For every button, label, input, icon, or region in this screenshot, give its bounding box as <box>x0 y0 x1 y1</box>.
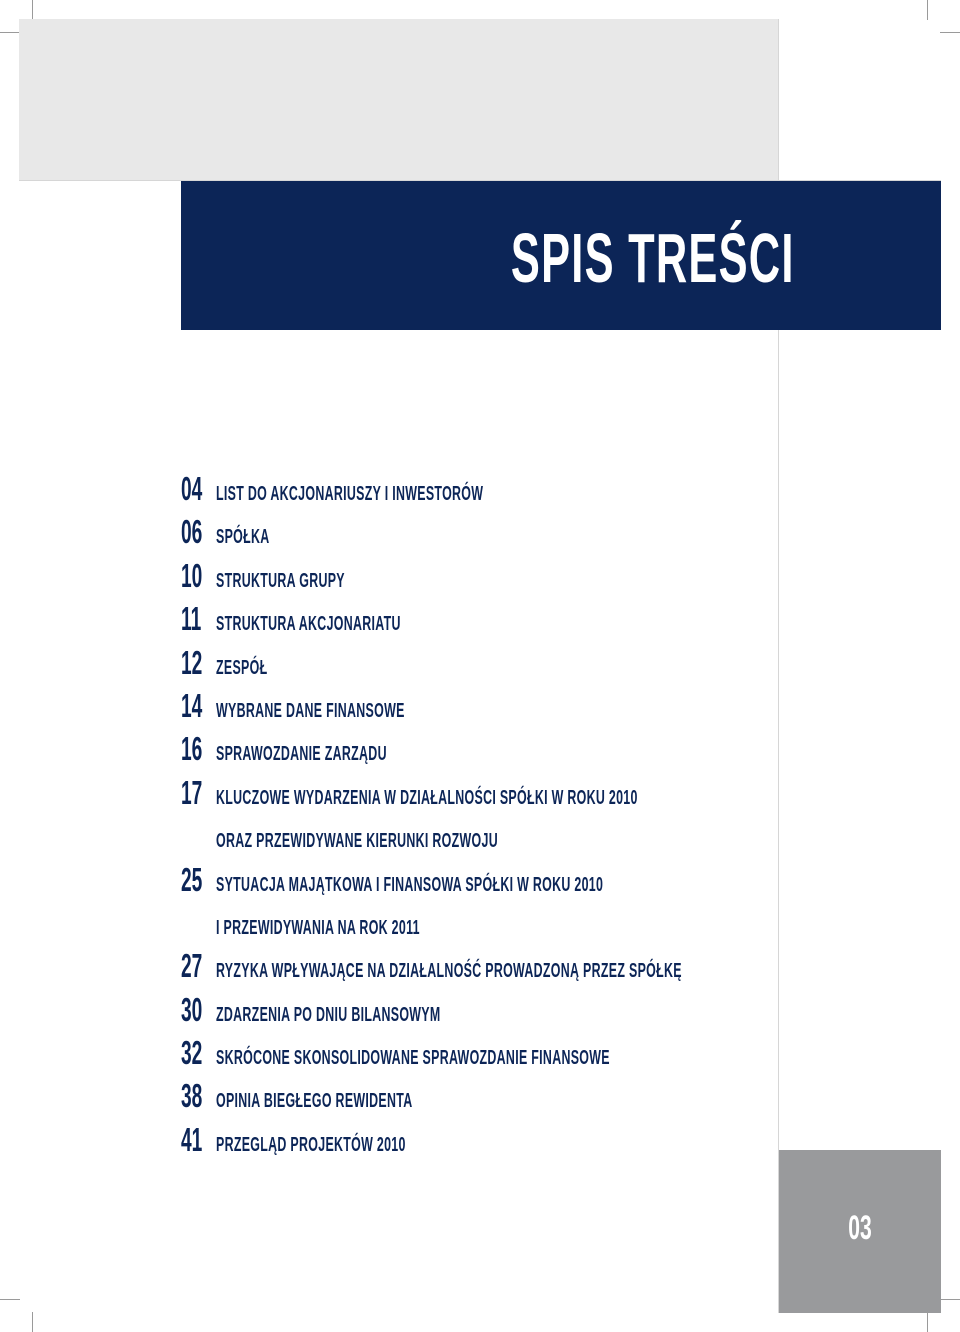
toc-label: LIST DO AKCJONARIUSZY I INWESTORÓW <box>216 483 484 505</box>
toc-entry[interactable] <box>181 643 761 686</box>
table-of-contents <box>181 469 761 1163</box>
toc-label: SYTUACJA MAJĄTKOWA I FINANSOWA SPÓŁKI W ROKU 2010 <box>216 873 604 896</box>
crop-mark <box>927 1312 928 1332</box>
toc-label: ORAZ PRZEWIDYWANE KIERUNKI ROZWOJU <box>216 830 498 853</box>
toc-page-number: 30 <box>181 990 203 1028</box>
toc-entry[interactable] <box>181 729 761 772</box>
toc-page-number: 25 <box>181 860 203 898</box>
toc-entry-continuation[interactable] <box>181 816 761 859</box>
toc-page-number: 16 <box>181 730 203 768</box>
toc-label: PRZEGLĄD PROJEKTÓW 2010 <box>216 1133 406 1156</box>
toc-page-number: 06 <box>181 513 203 551</box>
crop-mark <box>0 1299 20 1300</box>
toc-label: ZDARZENIA PO DNIU BILANSOWYM <box>216 1003 441 1026</box>
crop-mark <box>32 0 33 20</box>
toc-entry[interactable] <box>181 860 761 903</box>
toc-entry[interactable] <box>181 1033 761 1076</box>
crop-mark <box>940 1299 960 1300</box>
toc-entry[interactable] <box>181 946 761 989</box>
toc-page-number: 11 <box>181 600 202 638</box>
header-gray-band <box>19 19 779 181</box>
toc-entry[interactable] <box>181 469 761 512</box>
crop-mark <box>927 0 928 20</box>
page-number: 03 <box>848 1209 872 1247</box>
toc-page-number: 04 <box>181 470 203 507</box>
toc-entry[interactable] <box>181 990 761 1033</box>
toc-label: OPINIA BIEGŁEGO REWIDENTA <box>216 1090 413 1113</box>
crop-mark <box>0 32 20 33</box>
crop-mark <box>940 32 960 33</box>
toc-label: SKRÓCONE SKONSOLIDOWANE SPRAWOZDANIE FINANSOWE <box>216 1047 610 1070</box>
toc-label: STRUKTURA GRUPY <box>216 569 345 592</box>
toc-page-number: 41 <box>181 1120 203 1158</box>
toc-label: I PRZEWIDYWANIA NA ROK 2011 <box>216 916 420 939</box>
toc-label: RYZYKA WPŁYWAJĄCE NA DZIAŁALNOŚĆ PROWADZONĄ PRZEZ SPÓŁKĘ <box>216 960 682 983</box>
page-number-box <box>779 1150 941 1313</box>
toc-entry[interactable] <box>181 1120 761 1163</box>
page-title: SPIS TREŚCI <box>511 219 795 297</box>
toc-entry[interactable] <box>181 773 761 816</box>
toc-page-number: 12 <box>181 643 203 681</box>
toc-page-number: 14 <box>181 686 203 724</box>
toc-page-number: 38 <box>181 1077 203 1115</box>
toc-entry-continuation[interactable] <box>181 903 761 946</box>
toc-label: WYBRANE DANE FINANSOWE <box>216 699 405 722</box>
toc-label: KLUCZOWE WYDARZENIA W DZIAŁALNOŚCI SPÓŁKI W ROKU 2010 <box>216 786 638 809</box>
toc-entry[interactable] <box>181 512 761 555</box>
toc-entry[interactable] <box>181 686 761 729</box>
toc-page-number: 27 <box>181 947 203 985</box>
toc-label: SPÓŁKA <box>216 526 270 549</box>
toc-entry[interactable] <box>181 1076 761 1119</box>
toc-label: ZESPÓŁ <box>216 656 268 679</box>
toc-label: SPRAWOZDANIE ZARZĄDU <box>216 743 387 766</box>
toc-page-number: 17 <box>181 773 203 811</box>
crop-mark <box>32 1312 33 1332</box>
toc-label: STRUKTURA AKCJONARIATU <box>216 613 401 636</box>
toc-page-number: 10 <box>181 556 203 594</box>
toc-page-number: 32 <box>181 1034 203 1072</box>
toc-entry[interactable] <box>181 556 761 599</box>
toc-entry[interactable] <box>181 599 761 642</box>
